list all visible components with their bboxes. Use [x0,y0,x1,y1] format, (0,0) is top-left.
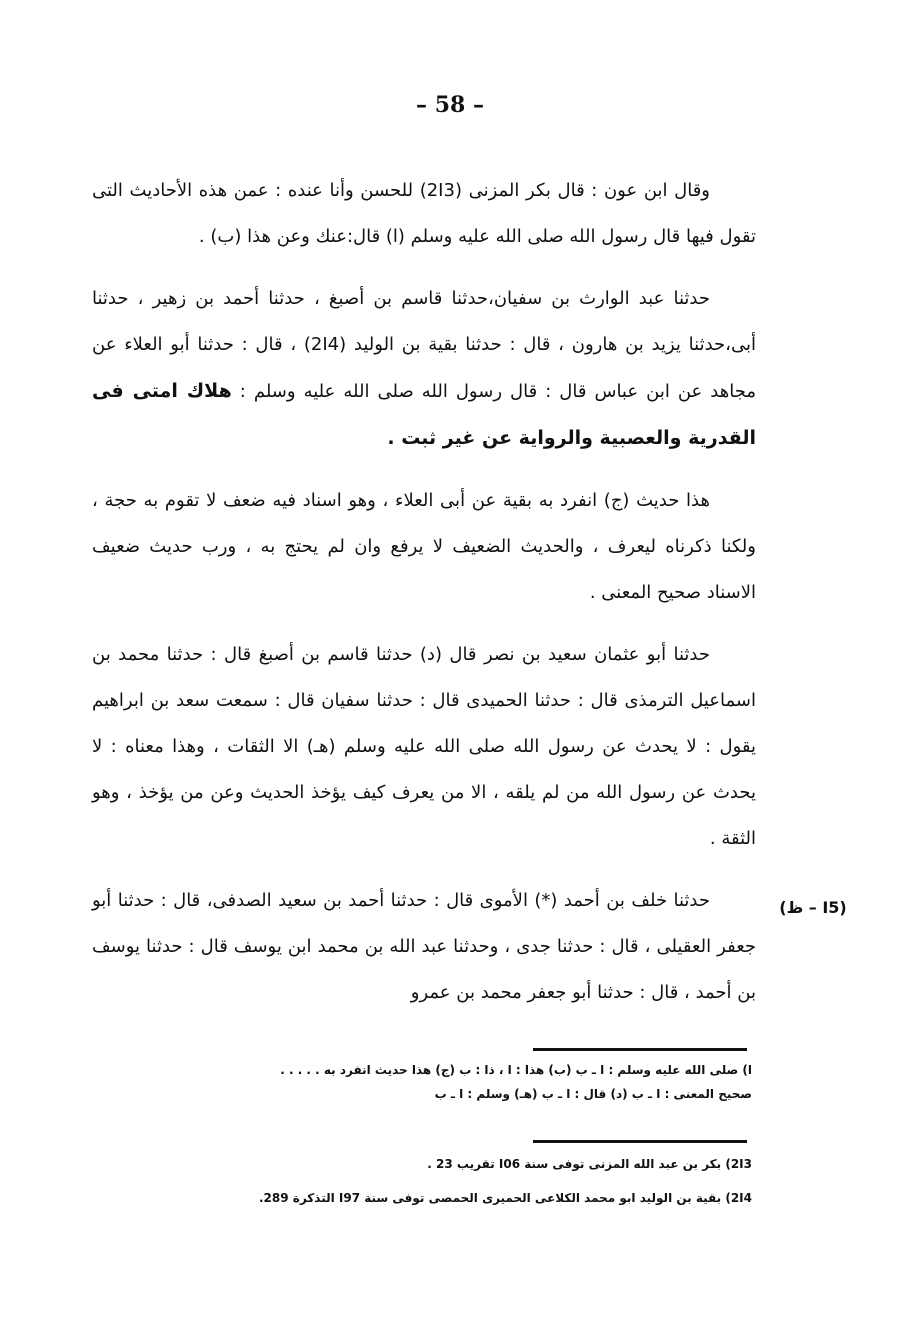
biographical-footnotes [92,1152,752,1220]
paragraph-text: هذا حديث (ج) انفرد به بقية عن أبى العلاء ، وهو اسناد فيه ضعف لا تقوم به حجة ، ولكنا ذكرناه ليعرف ، والحديث الضعيف لا يرفع وان لم يحتج به ، ورب حديث ضعيف الاسناد صحيح المعنى . [92,490,756,603]
paragraph-1 [92,168,756,260]
footnote-line: صحيح المعنى : ا ـ ب (د) قال : ا ـ ب (هـ) وسلم : ا ـ ب [434,1087,752,1101]
manuscript-folio-note: (I5 – ظ) [779,898,847,917]
paragraph-4 [92,632,756,862]
page-number: – 58 – [416,92,484,118]
paragraph-text: حدثنا أبو عثمان سعيد بن نصر قال (د) حدثنا قاسم بن أصبغ قال : حدثنا محمد بن اسماعيل الترمذى قال : حدثنا الحميدى قال : حدثنا سفيان قال : سمعت سعد بن ابراهيم يقول : لا يحدث عن رسول الله صلى الله عليه وسلم (هـ) الا الثقات ، وهذا معناه : لا يحدث عن رسول الله من لم يلقه ، الا من يعرف كيف يؤخذ الحديث وعن من يؤخذ ، وهو الثقة . [92,644,756,849]
footnote-line: 2I3) بكر بن عبد الله المزنى توفى سنة I06 تقريب 23 . [427,1157,752,1171]
paragraph-text: حدثنا عبد الوارث بن سفيان،حدثنا قاسم بن أصبغ ، حدثنا أحمد بن زهير ، حدثنا أبى،حدثنا يزيد بن هارون ، قال : حدثنا بقية بن الوليد (2I4) ، قال : حدثنا أبو العلاء عن مجاهد عن ابن عباس قال : قال رسول الله صلى الله عليه وسلم : [92,288,756,402]
footnote-divider [533,1048,747,1051]
footnote-line: 2I4) بقية بن الوليد ابو محمد الكلاعى الحميرى الحمصى توفى سنة I97 التذكرة 289. [258,1191,752,1205]
paragraph-5 [92,878,756,1016]
hadith-quote: هلاك امتى فى القدرية والعصبية والرواية عن غير ثبت . [92,380,756,449]
paragraph-2 [92,276,756,462]
paragraph-text: وقال ابن عون : قال بكر المزنى (2I3) للحسن وأنا عنده : عمن هذه الأحاديث التى تقول فيها قال رسول الله صلى الله عليه وسلم (ا) قال:عنك وعن هذا (ب) . [92,180,756,247]
main-text [92,168,756,1032]
paragraph-text: حدثنا خلف بن أحمد (*) الأموى قال : حدثنا أحمد بن سعيد الصدفى، قال : حدثنا أبو جعفر العقيلى ، قال : حدثنا جدى ، وحدثنا عبد الله بن محمد ابن يوسف قال : حدثنا يوسف بن أحمد ، قال : حدثنا أبو جعفر محمد بن عمرو [92,890,756,1003]
paragraph-3 [92,478,756,616]
footnote-divider [533,1140,747,1143]
footnote-line: ا) صلى الله عليه وسلم : ا ـ ب (ب) هذا : ا ، ذا : ب (ج) هذا حديث انفرد به . . . . . [280,1063,752,1077]
variant-footnotes [92,1058,752,1106]
